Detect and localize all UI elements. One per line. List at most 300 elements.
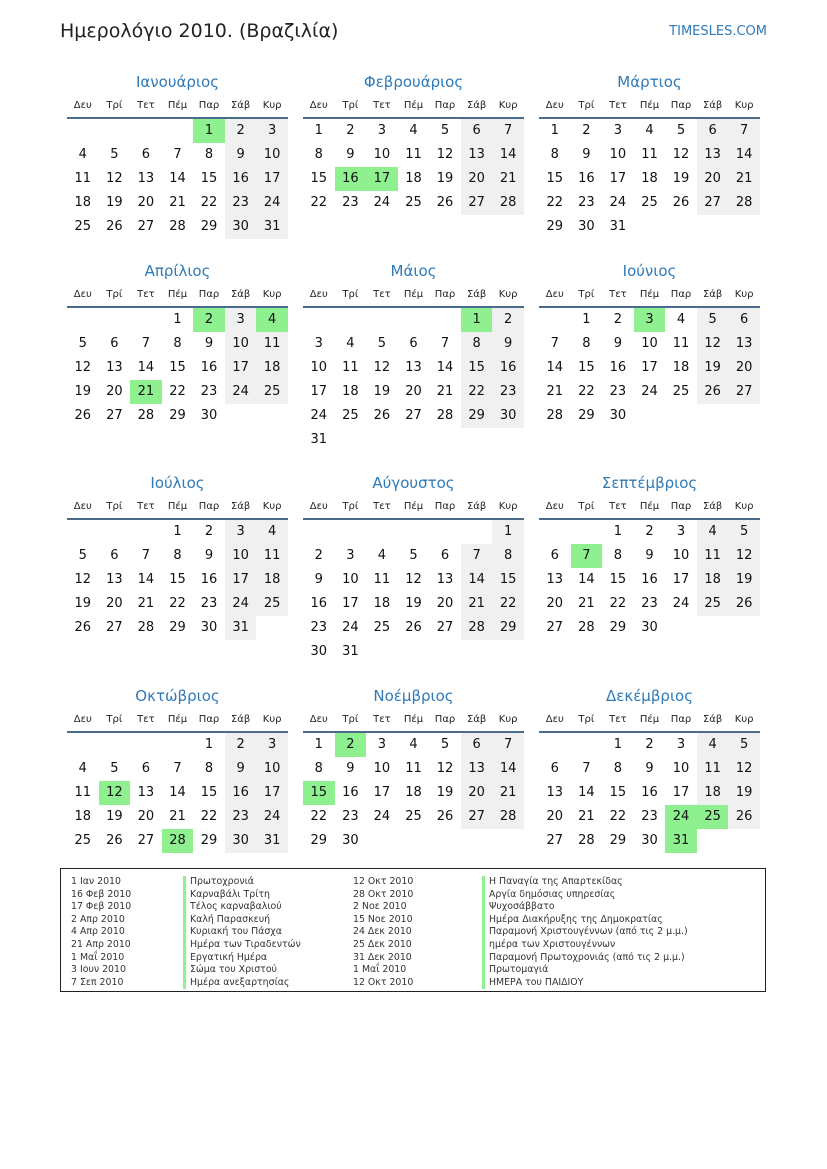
day-cell: 3: [346, 548, 355, 563]
day-cell: 18: [256, 356, 288, 380]
day-cell: 7: [173, 147, 182, 162]
day-cell: 14: [578, 785, 595, 800]
day-grid: [303, 308, 524, 452]
day-cell: 29: [200, 219, 218, 234]
legend-date: 4 Απρ 2010: [71, 926, 125, 938]
day-cell: 5: [78, 548, 87, 563]
empty-cell: [366, 308, 398, 332]
day-cell: 28: [461, 616, 493, 640]
weekday-label: Κυρ: [262, 289, 282, 300]
day-cell: 27: [106, 408, 123, 423]
day-cell: 1: [613, 524, 623, 539]
month-name: Δεκέμβριος: [605, 687, 693, 705]
day-cell: 30: [200, 408, 218, 423]
day-cell: 8: [204, 761, 214, 776]
day-cell: 16: [200, 572, 218, 587]
month-block: [303, 71, 524, 215]
day-cell: 22: [609, 809, 627, 824]
day-cell: 7: [461, 544, 493, 568]
empty-cell: [99, 308, 131, 332]
day-cell: 30: [492, 404, 524, 428]
weekday-label: Κυρ: [734, 501, 754, 512]
holiday-day-cell: 2: [335, 733, 367, 757]
month-block: [539, 472, 760, 640]
weekday-label: Δευ: [309, 289, 328, 300]
weekday-label: Τρί: [106, 100, 123, 111]
weekday-label: Τετ: [373, 100, 391, 111]
day-cell: 18: [405, 785, 422, 800]
day-cell: 5: [697, 308, 729, 332]
day-cell: 21: [169, 809, 186, 824]
day-cell: 24: [256, 191, 288, 215]
day-cell: 12: [74, 360, 92, 375]
day-cell: 22: [169, 596, 186, 611]
day-cell: 24: [310, 408, 328, 423]
day-cell: 4: [645, 123, 654, 138]
holiday-day-cell: 17: [366, 167, 398, 191]
day-cell: 13: [461, 143, 493, 167]
weekday-label: Σάβ: [230, 501, 251, 512]
day-cell: 12: [728, 544, 760, 568]
day-cell: 19: [373, 384, 391, 399]
day-cell: 29: [310, 833, 328, 848]
day-cell: 30: [310, 644, 328, 659]
day-cell: 13: [728, 332, 760, 356]
weekday-label: Δευ: [545, 100, 564, 111]
empty-cell: [67, 308, 99, 332]
day-cell: 26: [405, 620, 422, 635]
day-grid: [67, 520, 288, 640]
day-cell: 6: [461, 119, 493, 143]
weekday-label: Κυρ: [262, 100, 282, 111]
weekday-label: Σάβ: [466, 289, 487, 300]
legend-date: 16 Φεβ 2010: [71, 888, 132, 900]
day-cell: 22: [546, 195, 564, 210]
day-cell: 16: [225, 167, 257, 191]
empty-cell: [539, 308, 571, 332]
day-cell: 26: [728, 805, 760, 829]
day-cell: 1: [492, 520, 524, 544]
day-cell: 23: [641, 596, 658, 611]
day-cell: 28: [578, 620, 595, 635]
day-cell: 4: [78, 147, 87, 162]
weekday-label: Τετ: [373, 714, 391, 725]
legend-holiday-name: Καλή Παρασκευή: [183, 914, 301, 927]
holiday-day-cell: 25: [697, 805, 729, 829]
legend-holiday-name: Παραμονή Πρωτοχρονιάς (από τις 2 μ.μ.): [482, 952, 688, 965]
day-cell: 19: [697, 356, 729, 380]
day-cell: 6: [550, 548, 559, 563]
day-cell: 23: [310, 620, 328, 635]
day-cell: 3: [225, 308, 257, 332]
day-cell: 18: [74, 195, 92, 210]
day-cell: 27: [405, 408, 422, 423]
empty-cell: [130, 308, 162, 332]
day-cell: 20: [461, 167, 493, 191]
day-cell: 14: [169, 785, 186, 800]
weekday-label: Πέμ: [403, 289, 424, 300]
day-cell: 30: [200, 620, 218, 635]
day-cell: 2: [314, 548, 323, 563]
legend-holiday-name: Παραμονή Χριστουγέννων (από τις 2 μ.μ.): [482, 926, 688, 939]
day-cell: 20: [546, 596, 564, 611]
legend-date: 1 Μαΐ 2010: [353, 964, 407, 976]
month-block: [303, 472, 524, 664]
day-cell: 8: [314, 761, 323, 776]
weekday-label: Πέμ: [403, 100, 424, 111]
day-cell: 20: [436, 596, 454, 611]
day-cell: 2: [346, 123, 355, 138]
day-cell: 6: [461, 733, 493, 757]
empty-cell: [398, 520, 430, 544]
weekday-label: Σάβ: [466, 100, 487, 111]
day-cell: 6: [409, 336, 418, 351]
weekday-label: Τρί: [106, 714, 123, 725]
day-cell: 11: [697, 544, 729, 568]
day-cell: 23: [225, 805, 257, 829]
day-cell: 16: [609, 360, 627, 375]
day-cell: 8: [461, 332, 493, 356]
day-cell: 18: [256, 568, 288, 592]
day-cell: 13: [137, 785, 155, 800]
weekday-header: [303, 284, 524, 308]
holiday-day-cell: 16: [335, 167, 367, 191]
weekday-label: Πέμ: [403, 714, 424, 725]
weekday-label: Παρ: [670, 289, 692, 300]
legend-date: 15 Νοε 2010: [353, 913, 413, 925]
day-cell: 13: [436, 572, 454, 587]
weekday-label: Τετ: [609, 289, 627, 300]
legend-holiday-name: Πρωτομαγιά: [482, 964, 688, 977]
day-cell: 25: [74, 219, 92, 234]
day-cell: 10: [672, 548, 690, 563]
day-cell: 6: [728, 308, 760, 332]
day-cell: 14: [169, 171, 186, 186]
empty-cell: [429, 308, 461, 332]
page-title: Ημερολόγιο 2010. (Βραζιλία): [60, 20, 339, 42]
legend-date: 1 Ιαν 2010: [71, 876, 121, 887]
weekday-label: Σάβ: [230, 714, 251, 725]
day-cell: 5: [728, 733, 760, 757]
day-cell: 12: [436, 147, 454, 162]
day-cell: 14: [492, 143, 524, 167]
day-cell: 8: [173, 548, 182, 563]
day-cell: 3: [676, 737, 686, 752]
day-cell: 11: [405, 761, 422, 776]
day-cell: 11: [342, 360, 359, 375]
day-cell: 24: [641, 384, 658, 399]
month-block: [303, 260, 524, 452]
month-name: Οκτώβριος: [135, 687, 220, 705]
empty-cell: [162, 119, 194, 143]
weekday-label: Παρ: [198, 714, 220, 725]
legend-holiday-name: Ημέρα των Τιραδεντών: [183, 939, 301, 952]
day-cell: 6: [141, 147, 151, 162]
day-cell: 28: [492, 191, 524, 215]
day-cell: 9: [346, 147, 355, 162]
day-cell: 2: [225, 733, 257, 757]
empty-cell: [99, 119, 131, 143]
day-cell: 7: [582, 761, 591, 776]
day-cell: 20: [405, 384, 422, 399]
day-cell: 19: [106, 195, 123, 210]
day-cell: 15: [609, 572, 627, 587]
day-cell: 15: [546, 171, 564, 186]
day-cell: 8: [173, 336, 182, 351]
day-cell: 6: [440, 548, 450, 563]
day-cell: 31: [256, 215, 288, 239]
day-cell: 27: [461, 191, 493, 215]
legend-names-right: [482, 876, 688, 989]
weekday-label: Δευ: [73, 501, 92, 512]
weekday-label: Παρ: [198, 100, 220, 111]
legend-date: 31 Δεκ 2010: [353, 951, 412, 963]
day-cell: 19: [74, 384, 92, 399]
holiday-day-cell: 2: [193, 308, 225, 332]
day-cell: 20: [106, 384, 123, 399]
day-cell: 14: [492, 757, 524, 781]
day-cell: 9: [582, 147, 591, 162]
weekday-label: Δευ: [309, 501, 328, 512]
weekday-label: Κυρ: [734, 714, 754, 725]
day-cell: 10: [373, 147, 391, 162]
day-cell: 13: [546, 572, 564, 587]
day-cell: 4: [697, 733, 729, 757]
day-cell: 1: [582, 312, 591, 327]
empty-cell: [130, 733, 162, 757]
legend-holiday-name: Ημέρα Διακήρυξης της Δημοκρατίας: [482, 914, 688, 927]
legend-dates-left: [71, 876, 131, 989]
weekday-label: Τετ: [609, 714, 627, 725]
day-cell: 20: [137, 195, 155, 210]
weekday-label: Πέμ: [167, 100, 188, 111]
day-cell: 21: [492, 167, 524, 191]
day-grid: [303, 733, 524, 853]
day-cell: 22: [609, 596, 627, 611]
day-cell: 3: [377, 737, 387, 752]
day-cell: 7: [173, 761, 182, 776]
day-cell: 15: [169, 360, 186, 375]
weekday-label: Τρί: [578, 714, 595, 725]
day-cell: 3: [314, 336, 323, 351]
day-cell: 15: [461, 356, 493, 380]
day-cell: 12: [373, 360, 391, 375]
day-cell: 19: [436, 171, 454, 186]
day-cell: 21: [728, 167, 760, 191]
empty-cell: [335, 520, 367, 544]
day-cell: 17: [342, 596, 359, 611]
weekday-label: Πέμ: [639, 501, 660, 512]
day-cell: 16: [492, 356, 524, 380]
day-cell: 5: [110, 761, 119, 776]
day-cell: 22: [310, 195, 328, 210]
weekday-header: [539, 709, 760, 733]
legend-date: 1 Μαΐ 2010: [71, 951, 125, 963]
weekday-label: Τρί: [578, 100, 595, 111]
day-cell: 31: [310, 432, 328, 447]
day-cell: 11: [74, 785, 92, 800]
day-cell: 14: [137, 360, 155, 375]
day-cell: 21: [578, 596, 595, 611]
day-cell: 11: [697, 757, 729, 781]
weekday-label: Κυρ: [498, 714, 518, 725]
day-cell: 23: [492, 380, 524, 404]
empty-cell: [571, 733, 603, 757]
holiday-day-cell: 28: [162, 829, 194, 853]
day-cell: 4: [346, 336, 355, 351]
holiday-day-cell: 12: [99, 781, 131, 805]
weekday-label: Τρί: [342, 714, 359, 725]
day-cell: 23: [200, 384, 218, 399]
day-cell: 19: [106, 809, 123, 824]
legend-names-left: [183, 876, 301, 989]
day-grid: [539, 308, 760, 428]
day-cell: 2: [492, 308, 524, 332]
legend-holiday-name: Η Παναγία της Απαρτεκίδας: [482, 876, 688, 889]
day-cell: 16: [578, 171, 595, 186]
legend-holiday-name: Σώμα του Χριστού: [183, 964, 301, 977]
day-cell: 3: [676, 524, 686, 539]
day-cell: 29: [169, 408, 186, 423]
day-cell: 24: [342, 620, 359, 635]
weekday-label: Πέμ: [403, 501, 424, 512]
weekday-label: Τρί: [106, 501, 123, 512]
weekday-label: Παρ: [434, 501, 456, 512]
holiday-day-cell: 24: [665, 805, 697, 829]
day-cell: 5: [440, 737, 450, 752]
day-cell: 10: [256, 757, 288, 781]
weekday-label: Πέμ: [167, 501, 188, 512]
day-cell: 12: [697, 332, 729, 356]
day-cell: 21: [436, 384, 454, 399]
month-name: Ιανουάριος: [135, 73, 219, 91]
day-cell: 29: [609, 833, 627, 848]
day-cell: 18: [74, 809, 92, 824]
weekday-label: Σάβ: [702, 289, 723, 300]
legend-holiday-name: Αργία δημόσιας υπηρεσίας: [482, 889, 688, 902]
day-cell: 9: [645, 548, 654, 563]
empty-cell: [398, 308, 430, 332]
day-cell: 10: [373, 761, 391, 776]
weekday-label: Πέμ: [639, 714, 660, 725]
day-cell: 31: [342, 644, 359, 659]
day-cell: 5: [78, 336, 87, 351]
empty-cell: [67, 733, 99, 757]
day-cell: 19: [405, 596, 422, 611]
weekday-label: Παρ: [434, 289, 456, 300]
day-cell: 3: [256, 119, 288, 143]
legend-date: 2 Νοε 2010: [353, 901, 407, 913]
day-cell: 24: [672, 596, 690, 611]
day-cell: 16: [342, 785, 359, 800]
day-grid: [539, 119, 760, 239]
empty-cell: [67, 520, 99, 544]
month-block: [539, 260, 760, 428]
day-cell: 28: [578, 833, 595, 848]
empty-cell: [571, 520, 603, 544]
day-cell: 5: [409, 548, 418, 563]
weekday-header: [539, 95, 760, 119]
weekday-label: Σάβ: [702, 100, 723, 111]
day-cell: 5: [110, 147, 119, 162]
day-cell: 6: [110, 336, 119, 351]
empty-cell: [162, 733, 194, 757]
day-cell: 18: [373, 596, 391, 611]
day-cell: 8: [314, 147, 323, 162]
weekday-label: Κυρ: [262, 714, 282, 725]
day-cell: 27: [137, 219, 155, 234]
empty-cell: [366, 520, 398, 544]
day-cell: 21: [492, 781, 524, 805]
day-cell: 23: [342, 809, 359, 824]
day-cell: 18: [697, 781, 729, 805]
day-cell: 22: [200, 809, 218, 824]
day-cell: 26: [436, 809, 454, 824]
day-cell: 30: [342, 833, 359, 848]
day-cell: 22: [169, 384, 186, 399]
day-cell: 27: [728, 380, 760, 404]
day-cell: 28: [492, 805, 524, 829]
day-cell: 24: [373, 195, 391, 210]
day-cell: 4: [409, 737, 418, 752]
day-cell: 6: [697, 119, 729, 143]
month-block: [539, 71, 760, 239]
weekday-label: Σάβ: [230, 100, 251, 111]
day-cell: 28: [728, 191, 760, 215]
day-cell: 20: [728, 356, 760, 380]
weekday-label: Κυρ: [734, 289, 754, 300]
day-cell: 2: [645, 737, 654, 752]
weekday-label: Δευ: [309, 100, 328, 111]
month-block: [67, 685, 288, 853]
day-cell: 1: [314, 737, 323, 752]
day-cell: 30: [609, 408, 627, 423]
day-cell: 3: [225, 520, 257, 544]
day-cell: 29: [546, 219, 564, 234]
month-block: [67, 472, 288, 640]
day-cell: 11: [256, 544, 288, 568]
day-cell: 17: [225, 568, 257, 592]
site-link[interactable]: TIMESLES.COM: [669, 24, 767, 39]
legend-holiday-name: Κυριακή του Πάσχα: [183, 926, 301, 939]
weekday-label: Πέμ: [167, 714, 188, 725]
day-cell: 14: [578, 572, 595, 587]
legend-holiday-name: Ψυχοσάββατο: [482, 901, 688, 914]
empty-cell: [335, 308, 367, 332]
day-cell: 21: [461, 592, 493, 616]
day-cell: 12: [405, 572, 422, 587]
weekday-label: Δευ: [73, 714, 92, 725]
weekday-header: [67, 95, 288, 119]
day-cell: 7: [492, 733, 524, 757]
day-cell: 29: [461, 404, 493, 428]
day-cell: 13: [106, 360, 123, 375]
day-cell: 26: [728, 592, 760, 616]
day-cell: 28: [137, 408, 155, 423]
weekday-label: Σάβ: [702, 714, 723, 725]
legend-holiday-name: Ημέρα ανεξαρτησίας: [183, 977, 301, 990]
weekday-label: Κυρ: [498, 501, 518, 512]
day-cell: 2: [582, 123, 591, 138]
day-cell: 9: [346, 761, 355, 776]
legend-holiday-name: ημέρα των Χριστουγέννων: [482, 939, 688, 952]
day-cell: 27: [546, 833, 564, 848]
weekday-label: Τετ: [137, 501, 155, 512]
day-cell: 17: [373, 785, 391, 800]
legend-date: 12 Οκτ 2010: [353, 976, 414, 988]
empty-cell: [67, 119, 99, 143]
day-cell: 28: [137, 620, 155, 635]
